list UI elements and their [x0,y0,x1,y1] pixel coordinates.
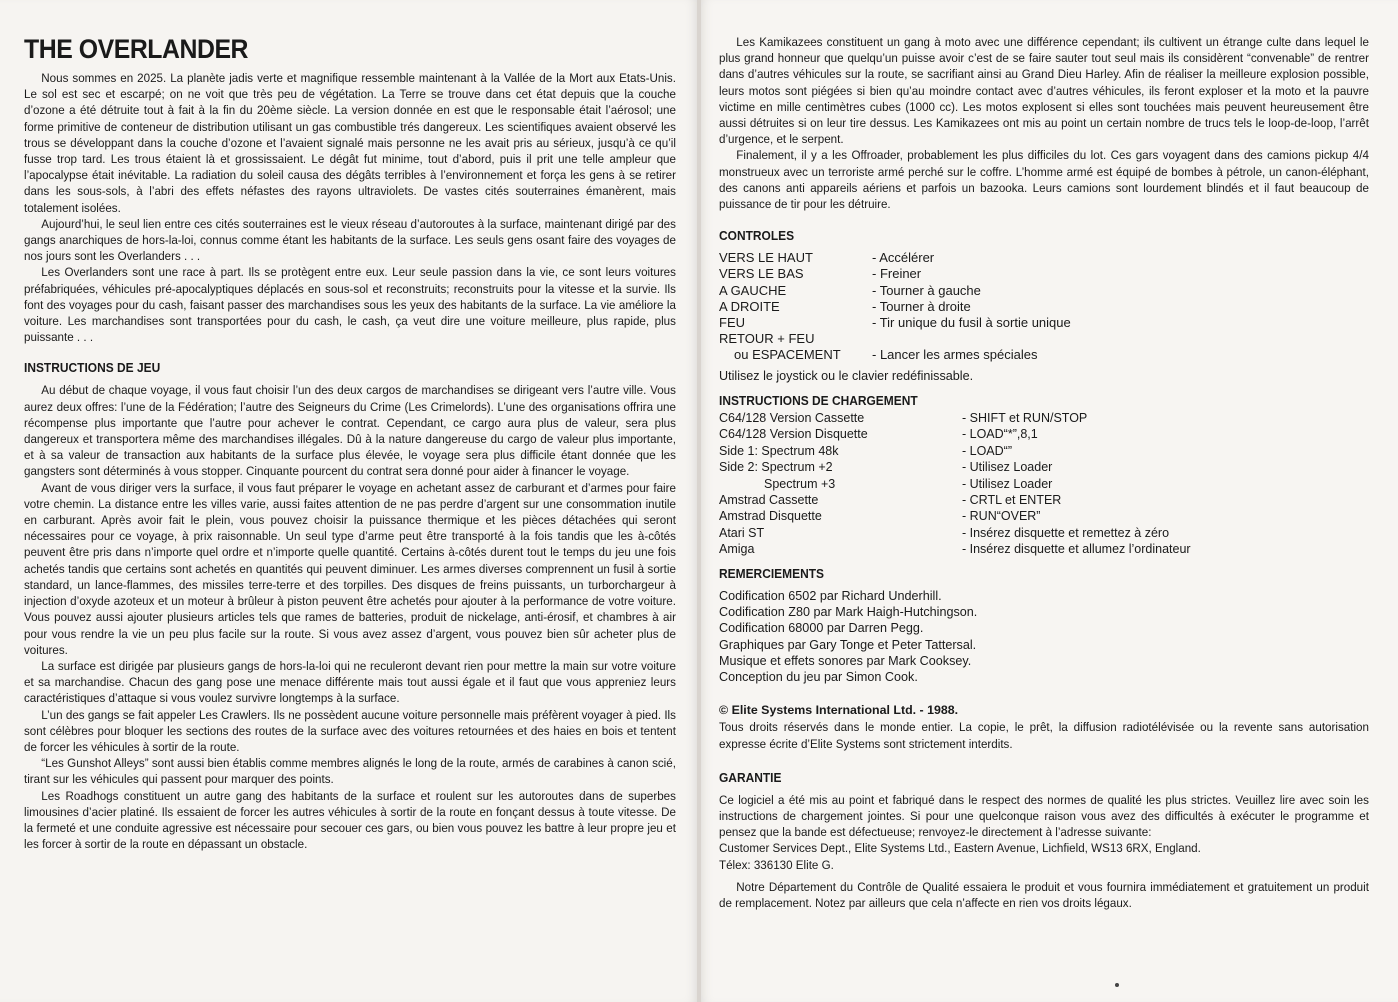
loading-version: Amstrad Disquette [719,509,822,524]
loading-version: C64/128 Version Cassette [719,410,865,425]
table-row [719,476,1191,492]
copyright-text-block [719,719,1370,751]
control-key: VERS LE HAUT [719,250,813,266]
loading-command: - LOAD“*”,8,1 [962,427,1038,442]
credit-line: Codification Z80 par Mark Haigh-Hutchingson. [719,604,978,619]
control-key: FEU [719,315,745,331]
intro-text [24,70,677,345]
paragraph: Les Kamikazees constituent un gang à moto avec une différence cependant; ils cultivent un étrange culte dans lequel le plus grand honneur que quelqu’un puisse avoir c’est de se faire sauter tout seul mais ils considèrent “convenable” de rentrer dans d’autres véhicules sur la route, se sacrifiant ainsi au Grand Dieu Harley. Afin de réaliser la meilleure explosion possible, leurs motos sont piégées si bien qu’au moindre contact avec d’autres véhicules, ils feront exploser et la moto et la pauvre victime en mille centimètres cubes (1000 cc). Les motos explosent si elles sont touchées mais peuvent heureusement être aussi détruites si on leur tire dessus. Les Kamikazees ont mis au point un certain nombre de trucs tels le loop-de-loop, l’arrêt d’urgence, et le serpent. [719,35,1369,147]
table-row [719,492,1191,508]
credit-line: Graphiques par Gary Tonge et Peter Tattersal. [719,637,977,652]
table-row [719,459,1191,475]
section-title-controls: CONTROLES [719,228,795,244]
loading-table [719,410,1191,558]
paragraph: La surface est dirigée par plusieurs gangs de hors-la-loi qui ne reculeront devant rien pour mettre la main sur votre voiture et sa marchandise. Chacun des gang pose une menace différente mais tout aussi égale et il faut que vous appreniez leurs caractéristiques d’attaque si vous voulez survivre longtemps à la surface. [24,658,676,706]
loading-command: - SHIFT et RUN/STOP [962,410,1088,425]
control-action: - Freiner [872,266,922,282]
table-row [719,541,1191,557]
loading-version: Amstrad Cassette [719,492,819,507]
loading-command: - Utilisez Loader [962,460,1053,475]
control-action: - Tourner à gauche [872,282,981,298]
instructions-text [24,382,677,852]
page-title: THE OVERLANDER [24,34,249,64]
table-row [719,410,1191,426]
warranty-block [719,792,1370,911]
credit-line: Conception du jeu par Simon Cook. [719,670,918,685]
credit-line: Codification 6502 par Richard Underhill. [719,588,942,603]
paragraph: Les Roadhogs constituent un autre gang des habitants de la surface et roulent sur les autoroutes dans de superbes limousines d’acier platiné. Ils essaient de forcer les autres véhicules à sortir de la route en fonçant dessus à toute vitesse. De la fermeté et une conduite agressive est nécessaire pour secouer ces gars, ou bien vous pouvez les battre à leur propre jeu et les forcer à sortir de la route en dépassant un obstacle. [24,788,676,852]
control-action: - Lancer les armes spéciales [872,347,1038,363]
print-speck [1115,983,1119,987]
section-title-instructions: INSTRUCTIONS DE JEU [24,360,161,376]
paragraph: Avant de vous diriger vers la surface, il vous faut préparer le voyage en achetant assez de carburant et d’armes pour faire votre chemin. La distance entre les villes varie, aussi faites attention de ne pas perdre d’argent sur une consommation inutile en carburant. Après avoir fait le plein, vous pouvez choisir la puissance thermique et les pièces détachées qui seront nécessaires pour ce voyage, à prix raisonnable. Un seul type d’arme peut être transporté à la fois tandis que les à-côtés peuvent être pris dans n’importe quel ordre et n’importe quelle quantité. Certains à-côtés durent tout le temps du jeu une fois achetés tandis que certains sont achetés en quantités qui peuvent diminuer. Les armes diverses comprennent un fusil à sortie standard, un lance-flammes, des missiles terre-terre et des torpilles. Des disques de freins puissants, un turborchargeur à injection d’oxyde azoteux et un moteur à brûleur à piston peuvent être achetés pour ajouter à la performance de votre voiture. Vous pouvez aussi ajouter plusieurs articles tels que rames de batteries, produit de nickelage, anti-érosif, et chambres à air pour vous rendre la vie un peu plus facile sur la route. Si vous avez assez d’argent, vous pouvez bien sûr acheter plus de voitures. [24,480,676,657]
credit-line: Codification 68000 par Darren Pegg. [719,621,924,636]
control-action [872,331,1071,347]
closing-text: Notre Département du Contrôle de Qualité essaiera le produit et vous fournira immédiatement et gratuitement un produit de remplacement. Notez par ailleurs que cela n’affecte en rien vos droits légaux. [719,879,1369,911]
paragraph: Au début de chaque voyage, il vous faut choisir l’un des deux cargos de marchandises se dirigeant vers l’autre ville. Vous aurez deux offres: l’une de la Fédération; l’autre des Seigneurs du Crime (Les Crimelords). L’une des organisations offrira une récompense plus importante que l’autre pour achever le contrat. Cependant, ce cargo aura plus de valeur, sera plus dangereux et transportera même des marchandises illégales. Dû à la nature dangereuse du cargo de valeur plus importante, et à sa valeur de transaction aux habitants de la surface plus élevée, le voyage sera plus difficile étant donnée que les gangsters sont déterminés à vous stopper. Cinquante pourcent du contrat sera donné pour aider à financer le voyage. [24,383,676,479]
loading-command: - Utilisez Loader [962,476,1053,491]
control-key: RETOUR + FEU [719,331,815,347]
table-row [719,331,1071,347]
address: Customer Services Dept., Elite Systems Ltd., Eastern Avenue, Lichfield, WS13 6RX, England. [719,841,1201,856]
table-row [719,315,1071,331]
paragraph: Aujourd’hui, le seul lien entre ces cités souterraines est le vieux réseau d’autoroutes à la surface, maintenant dirigé par des gangs anarchiques de hors-la-loi, connus comme étant les habitants de la surface. Les seuls gens osant faire des voyages de nos jours sont les Overlanders . . . [24,216,676,264]
copyright-text: Tous droits réservés dans le monde entier. La copie, le prêt, la diffusion radiotélévisée ou la revente sans autorisation expresse écrite d’Elite Systems sont strictement interdits. [719,720,1369,751]
gangs-text [719,34,1370,212]
control-key: A DROITE [719,298,780,314]
table-row [719,347,1071,363]
loading-version: Side 1: Spectrum 48k [719,443,839,458]
section-title-loading: INSTRUCTIONS DE CHARGEMENT [719,392,918,408]
credits-list [719,588,1370,686]
loading-command: - RUN“OVER” [962,509,1041,524]
loading-version: Spectrum +3 [764,476,836,491]
warranty-text: Ce logiciel a été mis au point et fabriqué dans le respect des normes de qualité les plus strictes. Veuillez lire avec soin les instructions de chargement jointes. Si pour une quelconque raison vous avez des difficultés à exécuter le programme et pensez que la bande est défectueuse; renvoyez-le directement à l’adresse suivante: [719,792,1369,840]
controls-table [719,250,1071,363]
paragraph: Les Overlanders sont une race à part. Ils se protègent entre eux. Leur seule passion dans la vie, ce sont leurs voitures préfabriquées, véhicules pré-apocalyptiques déplacés en sous-sol et reconstruits; reconstruits pour la vitesse et la survie. Ils font des voyages pour du cash, faisant passer des marchandises sous les yeux des habitants de la surface. La vie améliore la voiture. Les marchandises sont transportées pour du cash, le cash, ça veut dire une voiture meilleure, plus rapide, plus puissante . . . [24,265,676,345]
paragraph: L’un des gangs se fait appeler Les Crawlers. Ils ne possèdent aucune voiture personnelle mais préfèrent voyager à pied. Ils sont célèbres pour bloquer les sections des routes de la surface avec des voitures retournées et des haies en bois et tentent de forcer les véhicules à sortir de la route. [24,707,676,754]
table-row [719,443,1191,459]
right-page [699,0,1398,1002]
table-row [719,508,1191,524]
control-key: VERS LE BAS [719,266,804,282]
loading-command: - LOAD“” [962,443,1012,458]
paragraph: “Les Gunshot Alleys” sont aussi bien établis comme membres alignés le long de la route, armés de carabines à canon scié, tirant sur les véhicules qui passent pour marquer des points. [24,756,676,787]
table-row [719,299,1071,315]
paragraph: Finalement, il y a les Offroader, probablement les plus difficiles du lot. Ces gars voyagent dans des camions pickup 4/4 monstrueux avec un terroriste armé perché sur le coffre. L’homme armé est équipé de bombes à pétrole, un canon-éléphant, des canons anti appareils aériens et parfois un bazooka. Leurs camions sont lourdement blindés et il faut beaucoup de puissance de tir pour les détruire. [719,148,1369,212]
table-row [719,283,1071,299]
control-action: - Tir unique du fusil à sortie unique [872,315,1071,331]
section-title-warranty: GARANTIE [719,769,782,785]
copyright-title: © Elite Systems International Ltd. - 1988. [719,703,959,718]
loading-version: C64/128 Version Disquette [719,427,868,442]
credit-line: Musique et effets sonores par Mark Cooksey. [719,653,972,668]
loading-command: - Insérez disquette et remettez à zéro [962,525,1170,540]
table-row [719,266,1071,282]
table-row [719,426,1191,442]
loading-command: - CRTL et ENTER [962,492,1062,507]
loading-version: Side 2: Spectrum +2 [719,460,833,475]
loading-version: Atari ST [719,525,765,540]
loading-command: - Insérez disquette et allumez l’ordinateur [962,542,1191,557]
control-key: A GAUCHE [719,282,787,298]
controls-note: Utilisez le joystick ou le clavier redéfinissable. [719,368,974,383]
loading-version: Amiga [719,542,755,557]
page-gutter [697,0,701,1002]
control-action: - Accélérer [872,250,935,266]
table-row [719,250,1071,266]
paragraph: Nous sommes en 2025. La planète jadis verte et magnifique ressemble maintenant à la Vallée de la Mort aux Etats-Unis. Le sol est sec et escarpé; on ne voit que très peu de végétation. La Terre se trouve dans cet état depuis que la couche d’ozone a été détruite tout à fait à la fin du 20ème siècle. La version donnée en est que le responsable était l’aérosol; une forme primitive de conteneur de distribution utilisant un gas combustible trés dangereux. Les scientifiques avaient observé les trous se développant dans la couche d’ozone et l’avaient signalé mais personne ne les avait pris au sérieux, jusqu’à ce qu’il fusse trop tard. Les trous étaient là et grossissaient. Le dégât fut minime, tout d’abord, puis il prit une telle ampleur que l’apocalypse était inévitable. La radiation du soleil causa des dégâts terribles à l’environnement et força les gens à se retirer dans les sous-sols, à l’abri des effets néfastes des rayons ultraviolets. De vastes cités souterraines émanèrent, mais totalement isolées. [24,71,676,215]
section-title-credits: REMERCIEMENTS [719,565,824,581]
table-row [719,525,1191,541]
control-key: ou ESPACEMENT [734,347,841,363]
telex: Télex: 336130 Elite G. [719,857,834,872]
control-action: - Tourner à droite [872,298,971,314]
